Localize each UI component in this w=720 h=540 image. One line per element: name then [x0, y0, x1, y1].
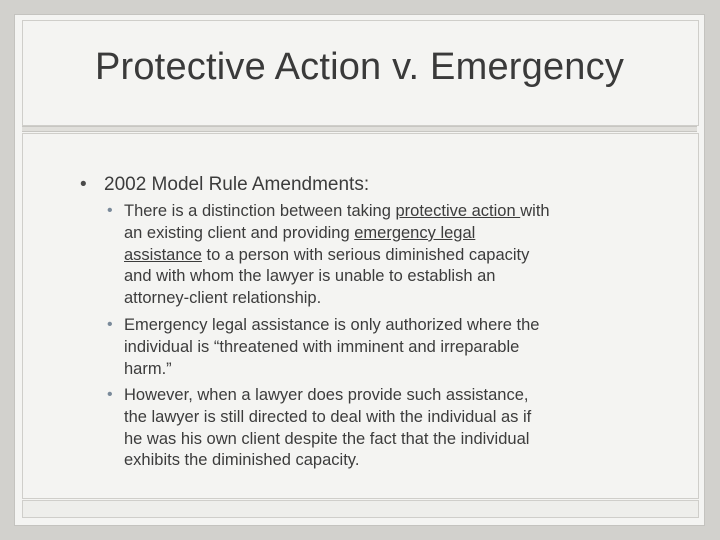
- text-span: an existing client and providing: [124, 223, 355, 242]
- sub-point-distinction: [124, 201, 664, 310]
- text-span: with: [520, 202, 550, 220]
- underlined-term: assistance: [124, 245, 202, 264]
- text-line: harm.”: [124, 359, 172, 378]
- text-line: [124, 245, 664, 267]
- text-line: the lawyer is still directed to deal with the individual as if: [124, 407, 532, 426]
- level1-bullet-text: 2002 Model Rule Amendments:: [104, 174, 370, 195]
- sub-point-however: [124, 385, 664, 472]
- text-span: to a person with serious diminished capacity: [201, 245, 530, 264]
- underlined-term: emergency legal: [354, 223, 476, 242]
- underlined-term: protective action: [395, 202, 521, 220]
- text-line: However, when a lawyer does provide such assistance,: [124, 386, 529, 404]
- sub-bullet-icon: •: [107, 202, 113, 219]
- sub-point-emergency: [124, 315, 664, 380]
- sub-bullet-icon: •: [107, 386, 113, 403]
- title-divider: [22, 126, 697, 132]
- text-line: [124, 223, 664, 245]
- bullet-icon: •: [80, 174, 87, 195]
- text-line: he was his own client despite the fact that the individual: [124, 429, 530, 448]
- text-span: There is a distinction between taking: [124, 202, 396, 220]
- bottom-strip: [22, 500, 699, 518]
- text-line: [124, 201, 664, 223]
- text-line: exhibits the diminished capacity.: [124, 451, 360, 470]
- text-line: attorney-client relationship.: [124, 289, 322, 308]
- slide-title: Protective Action v. Emergency: [94, 46, 625, 88]
- text-line: individual is “threatened with imminent and irreparable: [124, 337, 520, 356]
- text-line: Emergency legal assistance is only authorized where the: [124, 316, 540, 334]
- text-line: and with whom the lawyer is unable to establish an: [124, 267, 496, 286]
- sub-bullet-icon: •: [107, 316, 113, 333]
